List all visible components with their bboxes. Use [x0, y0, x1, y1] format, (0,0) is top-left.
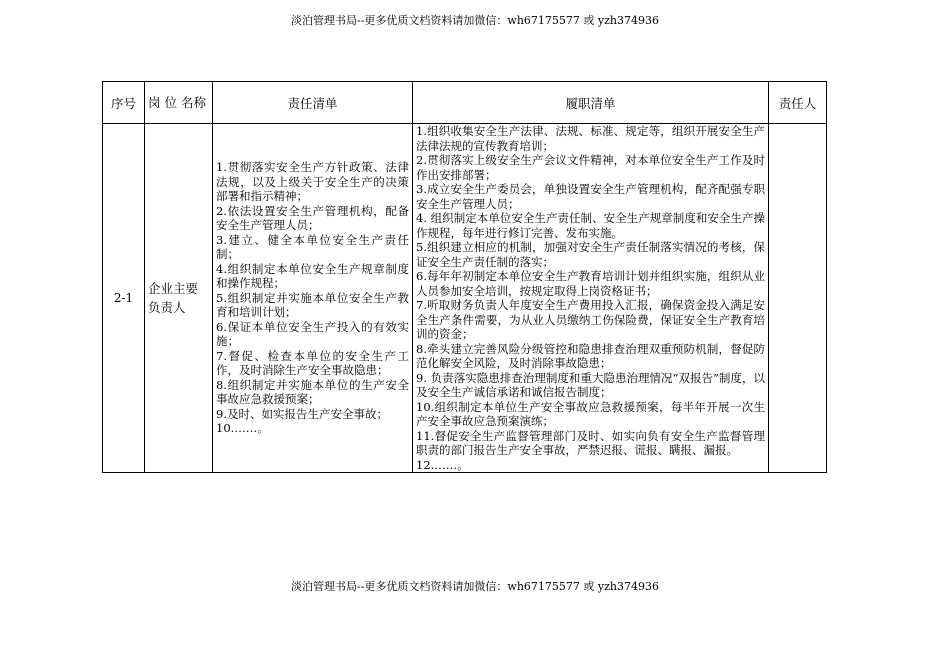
responsibility-item: 8.组织制定并实施本单位的生产安全事故应急救援预案； — [216, 377, 409, 407]
performance-item: 8.牵头建立完善风险分级管控和隐患排查治理双重预防机制，督促防范化解安全风险，及时消除事故隐患； — [416, 341, 765, 370]
row-position-name: 企业主要负责人 — [145, 124, 213, 473]
table-row — [103, 124, 827, 473]
performance-item: 7.听取财务负责人年度安全生产费用投入汇报，确保资金投入满足安全生产条件需要，为从业人员缴纳工伤保险费，保证安全生产教育培训的资金； — [416, 298, 765, 341]
responsibility-item: 10.……。 — [216, 421, 269, 436]
row-serial-number: 2-1 — [103, 124, 145, 473]
performance-item: 6.每年年初制定本单位安全生产教育培训计划并组织实施，组织从业人员参加安全培训，按规定取得上岗资格证书； — [416, 269, 765, 298]
row-responsibility-list — [213, 124, 413, 473]
responsibility-item: 7.督促、检查本单位的安全生产工作，及时消除生产安全事故隐患； — [216, 348, 409, 378]
row-responsible-person — [769, 124, 827, 473]
performance-item: 11.督促安全生产监督管理部门及时、如实向负有安全生产监督管理职责的部门报告生产安全事故，严禁迟报、谎报、瞒报、漏报。 — [416, 428, 765, 457]
responsibility-item: 5.组织制定并实施本单位安全生产教育和培训计划； — [216, 290, 409, 320]
responsibility-item: 4.组织制定本单位安全生产规章制度和操作规程； — [216, 261, 409, 291]
footer-watermark: 淡泊管理书局--更多优质文档资料请加微信：wh67175577 或 yzh374936 — [291, 580, 659, 593]
header-watermark: 淡泊管理书局--更多优质文档资料请加微信：wh67175577 或 yzh374936 — [291, 14, 659, 27]
responsibility-item: 1.贯彻落实安全生产方针政策、法律法规，以及上级关于安全生产的决策部署和指示精神； — [216, 160, 409, 204]
header-responsible-person: 责任人 — [769, 82, 827, 124]
header-performance-list: 履职清单 — [413, 82, 769, 124]
header-serial-number: 序号 — [103, 82, 145, 124]
performance-item: 1.组织收集安全生产法律、法规、标准、规定等，组织开展安全生产法律法规的宣传教育培训； — [416, 124, 765, 153]
table-header-row — [103, 82, 827, 124]
responsibility-item: 3.建立、健全本单位安全生产责任制； — [216, 232, 409, 262]
header-position-name: 岗 位 名称 — [145, 82, 213, 124]
performance-item: 9. 负责落实隐患排查治理制度和重大隐患治理情况“双报告”制度，以及安全生产诚信承诺和诚信报告制度； — [416, 370, 765, 399]
responsibility-item: 6.保证本单位安全生产投入的有效实施； — [216, 319, 409, 349]
performance-item: 3.成立安全生产委员会，单独设置安全生产管理机构，配齐配强专职安全生产管理人员； — [416, 182, 765, 211]
row-performance-list — [413, 124, 769, 473]
responsibility-table — [102, 81, 827, 473]
performance-item: 2.贯彻落实上级安全生产会议文件精神，对本单位安全生产工作及时作出安排部署； — [416, 153, 765, 182]
performance-item: 5.组织建立相应的机制，加强对安全生产责任制落实情况的考核，保证安全生产责任制的落实； — [416, 240, 765, 269]
performance-item: 10.组织制定本单位生产安全事故应急救援预案，每半年开展一次生产安全事故应急预案演练； — [416, 399, 765, 428]
header-responsibility-list: 责任清单 — [213, 82, 413, 124]
responsibility-item: 9.及时、如实报告生产安全事故； — [216, 406, 388, 421]
performance-item: 12.……。 — [416, 457, 469, 472]
responsibility-item: 2.依法设置安全生产管理机构，配备安全生产管理人员； — [216, 203, 409, 233]
performance-item: 4. 组织制定本单位安全生产责任制、安全生产规章制度和安全生产操作规程，每年进行修订完善、发布实施。 — [416, 211, 765, 240]
